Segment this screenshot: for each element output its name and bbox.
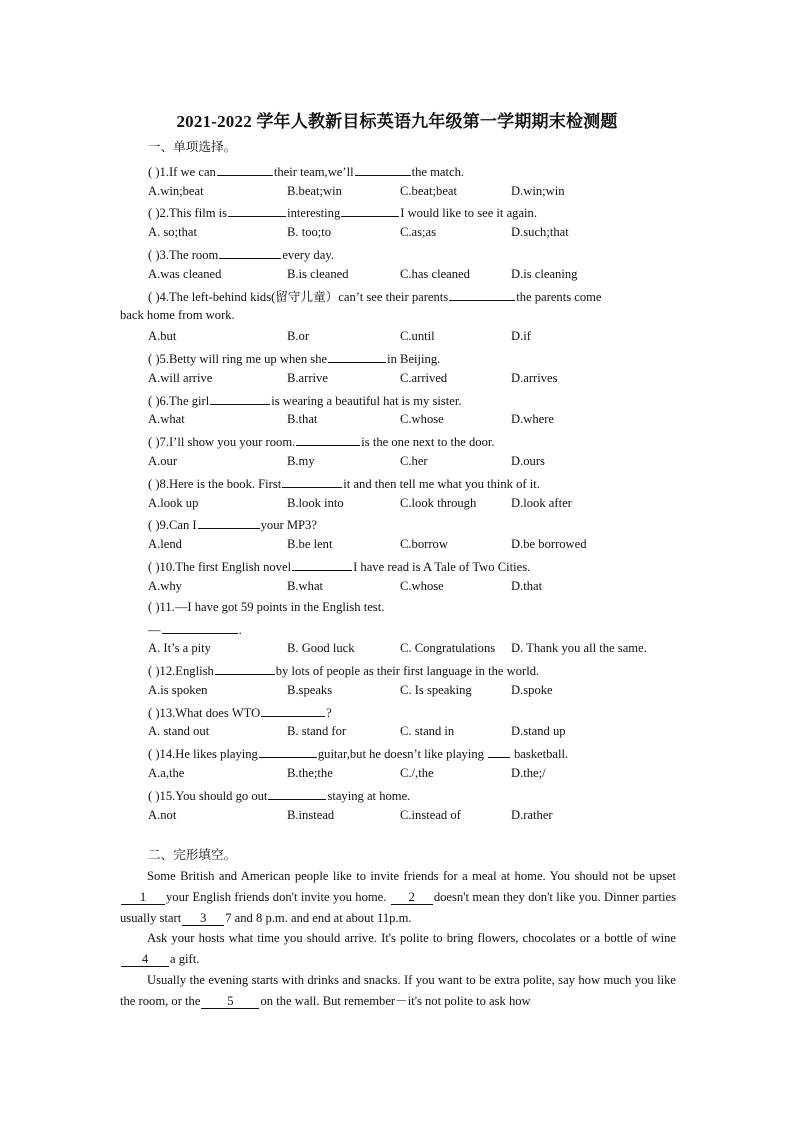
question-13 — [148, 704, 332, 720]
answer-blank[interactable] — [449, 288, 515, 301]
option-b[interactable]: B.look into — [287, 496, 344, 510]
option-d[interactable]: D.the;/ — [511, 766, 546, 780]
option-b[interactable]: B. Good luck — [287, 641, 355, 655]
question-2 — [148, 204, 537, 220]
option-c[interactable]: C.until — [400, 329, 435, 343]
option-c[interactable]: C. Is speaking — [400, 683, 472, 697]
question-text: I have read is A Tale of Two Cities. — [353, 560, 531, 574]
question-text: the match. — [411, 165, 465, 179]
section-heading-multiple-choice: 一、单项选择。 — [148, 140, 237, 154]
answer-blank[interactable] — [215, 662, 275, 675]
option-b[interactable]: B.my — [287, 454, 315, 468]
question-text: 1.If we can — [159, 165, 216, 179]
answer-paren[interactable]: ( ) — [148, 206, 160, 220]
question-text: their team,we’ll — [273, 165, 354, 179]
question-8 — [148, 475, 540, 491]
option-a[interactable]: A. It’s a pity — [148, 641, 211, 655]
answer-blank[interactable] — [292, 558, 352, 571]
answer-blank[interactable] — [282, 475, 342, 488]
question-14 — [148, 745, 568, 761]
question-text: 14.He likes playing — [159, 747, 258, 761]
question-10 — [148, 558, 530, 574]
answer-blank[interactable] — [219, 246, 281, 259]
answer-paren[interactable]: ( ) — [148, 789, 160, 803]
option-b[interactable]: B.beat;win — [287, 184, 342, 198]
option-c[interactable]: C.borrow — [400, 537, 448, 551]
reply-blank[interactable] — [162, 621, 238, 634]
question-text: guitar,but he doesn’t like playing — [317, 747, 484, 761]
question-9 — [148, 516, 317, 532]
question-text: is wearing a beautiful hat is my sister. — [271, 394, 462, 408]
option-a[interactable]: A.not — [148, 808, 177, 822]
question-text: 13.What does WTO — [159, 706, 261, 720]
question-text: 4.The left-behind kids(留守儿童）can’t see their parents — [159, 290, 449, 304]
question-text: 12.English — [159, 664, 214, 678]
option-c[interactable]: C./,the — [400, 766, 434, 780]
question-text: every day. — [282, 248, 334, 262]
question-6 — [148, 392, 461, 408]
option-b[interactable]: B.or — [287, 329, 310, 343]
option-b[interactable]: B.speaks — [287, 683, 333, 697]
question-text: 7.I’ll show you your room. — [159, 435, 296, 449]
cloze-paragraph-1: Some British and American people like to invite friends for a meal at home. You should not be upset1 your English friends don't invite you home. 2 doesn't mean they don't like you. Dinner parties usually start 3 7 and 8 p.m. and end at about 11p.m. — [120, 869, 676, 925]
reply-line: — . — [148, 623, 242, 637]
answer-blank[interactable] — [198, 516, 260, 529]
option-a[interactable]: A.will arrive — [148, 371, 213, 385]
question-text: by lots of people as their first language in the world. — [275, 664, 540, 678]
question-text: staying at home. — [327, 789, 411, 803]
answer-blank[interactable] — [341, 204, 399, 217]
option-a[interactable]: A.is spoken — [148, 683, 208, 697]
section-heading-cloze: 二、完形填空。 — [148, 848, 237, 862]
option-a[interactable]: A.why — [148, 579, 182, 593]
question-text: basketball. — [513, 747, 569, 761]
option-d[interactable]: D.stand up — [511, 724, 566, 738]
question-text: 2.This film is — [159, 206, 228, 220]
option-a[interactable]: A.what — [148, 412, 185, 426]
option-c[interactable]: C.as;as — [400, 225, 437, 239]
question-11 — [148, 600, 384, 614]
cloze-paragraph-3: Usually the evening starts with drinks and snacks. If you want to be extra polite, say how much you like the room, or the 5 on the wall. But remember－it's not polite to ask how — [120, 973, 676, 1008]
option-b[interactable]: B.arrive — [287, 371, 328, 385]
answer-blank[interactable] — [328, 350, 386, 363]
answer-paren[interactable]: ( ) — [148, 518, 160, 532]
question-text: 5.Betty will ring me up when she — [159, 352, 328, 366]
option-b[interactable]: B.the;the — [287, 766, 333, 780]
option-d[interactable]: D.such;that — [511, 225, 569, 239]
page-title: 2021-2022 学年人教新目标英语九年级第一学期期末检测题 — [176, 112, 618, 131]
option-b[interactable]: B.what — [287, 579, 324, 593]
answer-blank[interactable] — [296, 433, 360, 446]
option-b[interactable]: B.that — [287, 412, 318, 426]
reply-dash: — — [148, 623, 161, 637]
option-c[interactable]: C.whose — [400, 579, 444, 593]
option-c[interactable]: C.whose — [400, 412, 444, 426]
answer-blank[interactable] — [261, 704, 325, 717]
option-c[interactable]: C.instead of — [400, 808, 461, 822]
question-text: 3.The room — [159, 248, 219, 262]
answer-paren[interactable]: ( ) — [148, 290, 160, 304]
option-d[interactable]: D.rather — [511, 808, 553, 822]
cloze-paragraph-2: Ask your hosts what time you should arrive. It's polite to bring flowers, chocolates or a bottle of wine4 a gift. — [120, 928, 676, 970]
question-text: 15.You should go out — [159, 789, 268, 803]
answer-blank[interactable] — [217, 163, 273, 176]
answer-paren[interactable]: ( ) — [148, 394, 160, 408]
question-text: the parents come — [516, 290, 602, 304]
option-d[interactable]: D.that — [511, 579, 543, 593]
answer-paren[interactable]: ( ) — [148, 435, 160, 449]
option-b[interactable]: B.is cleaned — [287, 267, 349, 281]
question-1 — [148, 163, 464, 179]
option-d[interactable]: D.is cleaning — [511, 267, 578, 281]
question-3 — [148, 246, 334, 262]
question-text: 6.The girl — [159, 394, 210, 408]
answer-blank[interactable] — [210, 392, 270, 405]
option-c[interactable]: C.look through — [400, 496, 477, 510]
option-d[interactable]: D.if — [511, 329, 531, 343]
question-15 — [148, 787, 410, 803]
answer-paren[interactable]: ( ) — [148, 747, 160, 761]
option-d[interactable]: D.where — [511, 412, 555, 426]
option-c[interactable]: C. Congratulations — [400, 641, 496, 655]
option-a[interactable]: A.was cleaned — [148, 267, 222, 281]
cloze-blank-2[interactable]: 2 — [391, 891, 433, 905]
question-text: your MP3? — [260, 518, 317, 532]
option-a[interactable]: A.our — [148, 454, 178, 468]
answer-paren[interactable]: ( ) — [148, 706, 160, 720]
question-5 — [148, 350, 440, 366]
answer-paren[interactable]: ( ) — [148, 560, 160, 574]
option-d[interactable]: D.look after — [511, 496, 572, 510]
answer-paren[interactable]: ( ) — [148, 165, 160, 179]
option-c[interactable]: C.beat;beat — [400, 184, 457, 198]
cloze-blank-3[interactable]: 3 — [182, 912, 224, 926]
option-c[interactable]: C. stand in — [400, 724, 455, 738]
cloze-blank-5[interactable]: 5 — [201, 995, 259, 1009]
option-b[interactable]: B.be lent — [287, 537, 333, 551]
option-d[interactable]: D.ours — [511, 454, 545, 468]
answer-paren[interactable]: ( ) — [148, 477, 160, 491]
option-c[interactable]: C.arrived — [400, 371, 448, 385]
option-d[interactable]: D.be borrowed — [511, 537, 587, 551]
option-b[interactable]: B. stand for — [287, 724, 347, 738]
option-d[interactable]: D.spoke — [511, 683, 553, 697]
cloze-blank-1[interactable]: 1 — [121, 891, 165, 905]
question-4 — [148, 288, 602, 304]
option-c[interactable]: C.her — [400, 454, 428, 468]
answer-blank[interactable] — [228, 204, 286, 217]
answer-paren[interactable]: ( ) — [148, 248, 160, 262]
question-text: is the one next to the door. — [361, 435, 495, 449]
option-a[interactable]: A. stand out — [148, 724, 210, 738]
option-a[interactable]: A.win;beat — [148, 184, 204, 198]
answer-blank[interactable] — [259, 745, 317, 758]
question-text: 10.The first English novel — [159, 560, 292, 574]
question-continuation: back home from work. — [120, 308, 235, 322]
question-text: ? — [326, 706, 332, 720]
question-text: it and then tell me what you think of it. — [343, 477, 540, 491]
question-12 — [148, 662, 539, 678]
answer-paren[interactable]: ( ) — [148, 664, 160, 678]
question-7 — [148, 433, 495, 449]
answer-paren[interactable]: ( ) — [148, 600, 160, 614]
answer-blank[interactable] — [268, 787, 326, 800]
question-text: I would like to see it again. — [400, 206, 537, 220]
option-a[interactable]: A.look up — [148, 496, 199, 510]
answer-blank[interactable] — [355, 163, 411, 176]
option-b[interactable]: B. too;to — [287, 225, 332, 239]
option-d[interactable]: D.win;win — [511, 184, 565, 198]
answer-paren[interactable]: ( ) — [148, 352, 160, 366]
cloze-blank-4[interactable]: 4 — [121, 953, 169, 967]
question-text: in Beijing. — [387, 352, 441, 366]
answer-blank[interactable] — [488, 745, 510, 758]
option-a[interactable]: A.but — [148, 329, 177, 343]
option-a[interactable]: A.lend — [148, 537, 182, 551]
question-text: interesting — [287, 206, 341, 220]
option-a[interactable]: A. so;that — [148, 225, 197, 239]
question-text: 9.Can I — [159, 518, 197, 532]
option-d[interactable]: D. Thank you all the same. — [511, 641, 647, 655]
option-a[interactable]: A.a,the — [148, 766, 185, 780]
option-d[interactable]: D.arrives — [511, 371, 558, 385]
question-text: 8.Here is the book. First — [159, 477, 282, 491]
question-text: 11.—I have got 59 points in the English test. — [159, 600, 385, 614]
option-c[interactable]: C.has cleaned — [400, 267, 470, 281]
option-b[interactable]: B.instead — [287, 808, 335, 822]
